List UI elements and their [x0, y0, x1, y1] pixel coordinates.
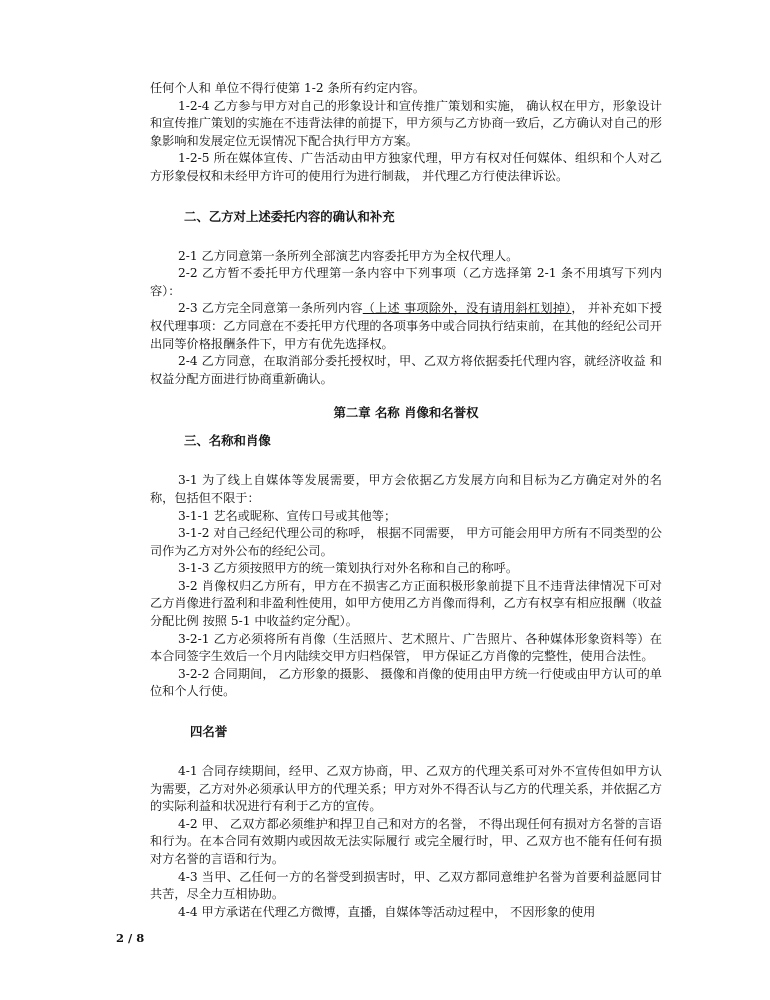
clause-3-2: 3-2 肖像权归乙方所有，甲方在不损害乙方正面积极形象前提下且不违背法律情况下可对乙方肖像进行盈利和非盈利性使用，如甲方使用乙方肖像而得利，乙方有权享有相应报酬（收益分配比例 按照 5-1 中收益约定分配）。 [150, 578, 662, 629]
section-heading-three: 三、名称和肖像 [184, 433, 271, 449]
clause-2-2: 2-2 乙方暂不委托甲方代理第一条内容中下列事项（乙方选择第 2-1 条不用填写下列内容）： [150, 266, 662, 298]
clause-2-4: 2-4 乙方同意，在取消部分委托授权时，甲、乙双方将依据委托代理内容，就经济收益 和权益分配方面进行协商重新确认。 [150, 354, 662, 386]
section-heading-four: 四名誉 [190, 724, 228, 740]
clause-1-2-4: 1-2-4 乙方参与甲方对自己的形象设计和宣传推广策划和实施， 确认权在甲方，形象设计和宣传推广策划的实施在不违背法律的前提下，甲方须与乙方协商一致后，乙方确认对自己的形象影响和发展定位无误情况下配合执行甲方方案。 [150, 98, 662, 148]
clause-4-3: 4-3 当甲、乙任何一方的名誉受到损害时，甲、乙双方都同意维护名誉为首要利益愿同甘共苦，尽全力互相协助。 [150, 869, 662, 902]
clause-1-2-5: 1-2-5 所在媒体宣传、广告活动由甲方独家代理，甲方有权对任何媒体、组织和个人对乙 方形象侵权和未经甲方许可的使用行为进行制裁， 并代理乙方行使法律诉讼。 [150, 151, 662, 183]
clause-3-2-1: 3-2-1 乙方必须将所有肖像（生活照片、艺术照片、广告照片、各种媒体形象资料等）在 本合同签字生效后一个月内陆续交甲方归档保管， 甲方保证乙方肖像的完整性，使用合法性。 [150, 631, 662, 664]
chapter-two-title: 第二章 名称 肖像和名誉权 [333, 405, 479, 421]
document-page [150, 80, 662, 921]
clause-2-3-underlined: （上述 事项除外，没有请用斜杠划掉） [362, 301, 572, 316]
clause-2-3-tail: ， 并补充如下授权代理事项：乙方同意在不委托甲方代理的各项事务中或合同执行结束前，在其他的经纪公司开出同等价格报酬条件下，甲方有优先选择权。 [150, 301, 662, 351]
clause-2-1: 2-1 乙方同意第一条所列全部演艺内容委托甲方为全权代理人。 [178, 248, 519, 263]
clause-3-1-2: 3-1-2 对自己经纪代理公司的称呼， 根据不同需要， 甲方可能会用甲方所有不同类型的公 司作为乙方对外公布的经纪公司。 [150, 526, 662, 558]
page-number: 2 / 8 [116, 931, 145, 945]
clause-2-3-lead: 2-3 乙方完全同意第一条所列内容 [178, 301, 363, 316]
clause-4-1: 4-1 合同存续期间，经甲、乙双方协商，甲、乙双方的代理关系可对外不宣传但如甲方认为需要，乙方对外必须承认甲方的代理关系；甲方对外不得否认与乙方的代理关系，并依据乙方的实际利益和状况进行有利于乙方的宣传。 [150, 764, 662, 814]
clause-3-2-2: 3-2-2 合同期间， 乙方形象的摄影、 摄像和肖像的使用由甲方统一行使或由甲方认可的单位和个人行使。 [150, 666, 662, 699]
clause-4-4: 4-4 甲方承诺在代理乙方微博，直播，自媒体等活动过程中， 不因形象的使用 [178, 904, 596, 919]
clause-3-1-3: 3-1-3 乙方须按照甲方的统一策划执行对外名称和自己的称呼。 [178, 561, 519, 576]
clause-3-1: 3-1 为了线上自媒体等发展需要，甲方会依据乙方发展方向和目标为乙方确定对外的名称，包括但不限于： [150, 473, 662, 505]
clause-2-3 [150, 300, 662, 353]
clause-3-1-1: 3-1-1 艺名或昵称、宣传口号或其他等； [178, 508, 397, 523]
section-heading-two: 二、乙方对上述委托内容的确认和补充 [184, 208, 395, 224]
clause-4-2: 4-2 甲、 乙双方都必须维护和捍卫自己和对方的名誉， 不得出现任何有损对方名誉的言语 和行为。在本合同有效期内或因故无法实际履行 或完全履行时，甲、乙双方也不能有任何有损对方名誉的言语和行为。 [150, 816, 662, 866]
paragraph-carryover: 任何个人和 单位不得行使第 1-2 条所有约定内容。 [150, 81, 425, 95]
